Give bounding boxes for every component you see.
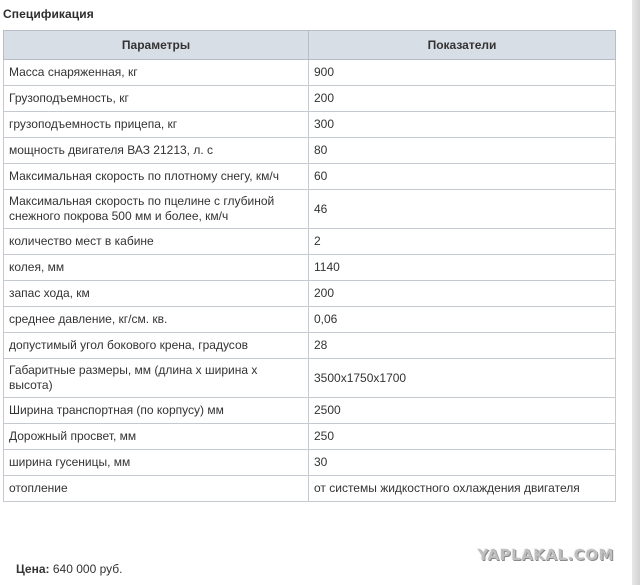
value-cell: 300: [309, 112, 616, 138]
section-title: Спецификация: [3, 7, 94, 21]
table-row: [4, 86, 616, 112]
table-row: [4, 164, 616, 190]
parameter-cell: запас хода, км: [4, 281, 309, 307]
value-cell: 46: [309, 190, 616, 229]
table-row: [4, 138, 616, 164]
table-row: [4, 190, 616, 229]
table-row: [4, 307, 616, 333]
parameter-cell: отопление: [4, 476, 309, 502]
table-header-row: [4, 31, 616, 60]
parameter-cell: Грузоподъемность, кг: [4, 86, 309, 112]
parameter-cell: Дорожный просвет, мм: [4, 424, 309, 450]
value-cell: 2500: [309, 398, 616, 424]
table-row: [4, 112, 616, 138]
value-cell: 80: [309, 138, 616, 164]
parameter-cell: Ширина транспортная (по корпусу) мм: [4, 398, 309, 424]
specification-table: [3, 30, 616, 502]
parameter-cell: Габаритные размеры, мм (длина х ширина х высота): [4, 359, 309, 398]
table-row: [4, 476, 616, 502]
table-row: [4, 333, 616, 359]
parameter-cell: Масса снаряженная, кг: [4, 60, 309, 86]
column-header-parameters: Параметры: [4, 31, 309, 60]
table-row: [4, 229, 616, 255]
parameter-cell: ширина гусеницы, мм: [4, 450, 309, 476]
price-value: 640 000 руб.: [52, 562, 123, 576]
value-cell: 3500х1750х1700: [309, 359, 616, 398]
table-row: [4, 398, 616, 424]
parameter-cell: колея, мм: [4, 255, 309, 281]
parameter-cell: допустимый угол бокового крена, градусов: [4, 333, 309, 359]
table-row: [4, 281, 616, 307]
value-cell: 28: [309, 333, 616, 359]
value-cell: 0,06: [309, 307, 616, 333]
value-cell: от системы жидкостного охлаждения двигателя: [309, 476, 616, 502]
site-watermark: YAPLAKAL.COM: [477, 546, 614, 564]
table-row: [4, 450, 616, 476]
parameter-cell: количество мест в кабине: [4, 229, 309, 255]
parameter-cell: Максимальная скорость по плотному снегу, км/ч: [4, 164, 309, 190]
value-cell: 250: [309, 424, 616, 450]
value-cell: 2: [309, 229, 616, 255]
price-label: Цена:: [16, 562, 50, 576]
table-row: [4, 60, 616, 86]
column-header-values: Показатели: [309, 31, 616, 60]
value-cell: 60: [309, 164, 616, 190]
table-row: [4, 424, 616, 450]
value-cell: 200: [309, 281, 616, 307]
price-line: [16, 562, 122, 576]
parameter-cell: мощность двигателя ВАЗ 21213, л. с: [4, 138, 309, 164]
value-cell: 1140: [309, 255, 616, 281]
parameter-cell: Максимальная скорость по пцелине с глубиной снежного покрова 500 мм и более, км/ч: [4, 190, 309, 229]
table-row: [4, 359, 616, 398]
table-row: [4, 255, 616, 281]
parameter-cell: грузоподъемность прицепа, кг: [4, 112, 309, 138]
value-cell: 200: [309, 86, 616, 112]
value-cell: 900: [309, 60, 616, 86]
value-cell: 30: [309, 450, 616, 476]
parameter-cell: среднее давление, кг/см. кв.: [4, 307, 309, 333]
vertical-scrollbar[interactable]: [632, 0, 640, 585]
